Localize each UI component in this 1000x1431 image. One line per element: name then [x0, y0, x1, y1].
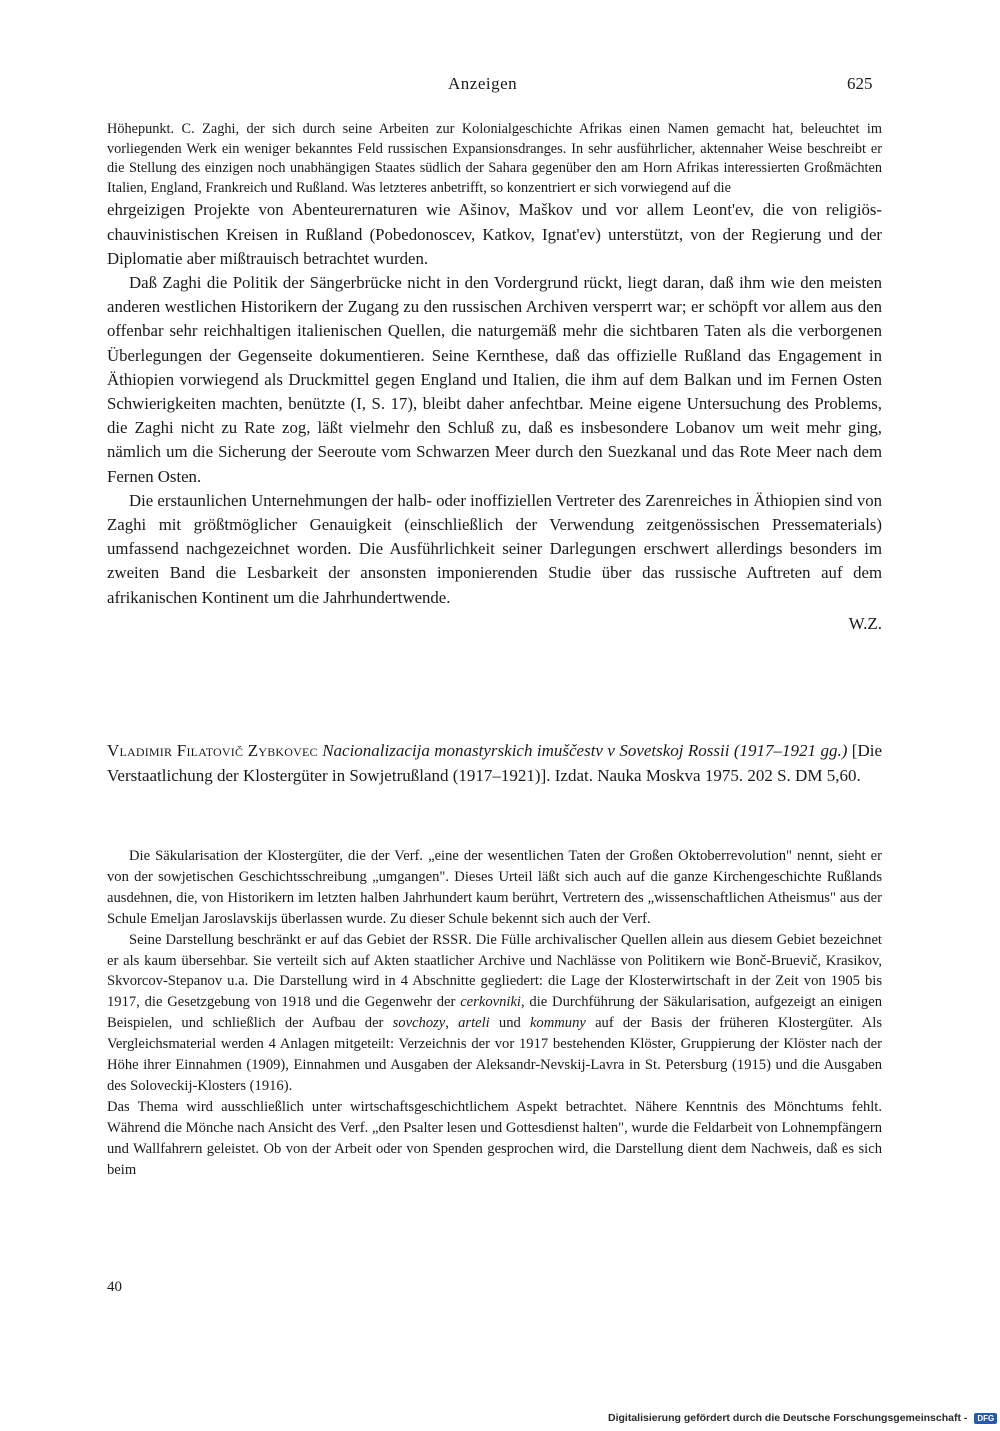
- digitization-footer: [608, 1412, 997, 1424]
- book-publisher: Izdat. Nauka Moskva 1975. 202 S. DM 5,60.: [554, 766, 861, 785]
- term-kommuny: kommuny: [529, 1015, 586, 1032]
- paragraph: Seine Darstellung beschränkt er auf das Gebiet der RSSR. Die Fülle archivalischer Quellen allein aus diesem Gebiet bezeichnet er als kaum übersehbar. Sie verteilt sich auf Akten staatlicher Archive und Nachlässe von Politikern wie Bonč-Bruevič, Krasikov, Skvorcov-Stepanov u.a. Die Darstellung wird in 4 Abschnitte gegliedert: die Lage der Klosterwirtschaft in der Zeit von 1905 bis 1917, die Gesetzgebung von 1918 und die Gegenwehr der cerkovniki, die Durchführung der Säkularisation, aufgezeigt an einigen Beispielen, und schließlich der Aufbau der sovchozy, arteli und kommuny auf der Basis der früheren Klostergüter. Als Vergleichsmaterial werden 4 Anlagen mitgeteilt: Verzeichnis der vor 1917 bestehenden Klöster, Gruppierung der Klöster nach der Höhe ihrer Einnahmen (1909), Einnahmen und Ausgaben der Aleksandr-Nevskij-Lavra in St. Petersburg (1915) und die Ausgaben des Soloveckij-Klosters (1916).: [107, 931, 882, 1094]
- term-sovchozy: sovchozy: [392, 1015, 446, 1032]
- paragraph: [107, 120, 882, 198]
- book-author: Vladimir Filatovič Zybkovec: [107, 741, 318, 760]
- text-run: und: [498, 1015, 521, 1032]
- review-zybkovec: [107, 846, 882, 1181]
- page-number: 625: [847, 74, 873, 93]
- footer-text: Digitalisierung gefördert durch die Deutsche Forschungsgemeinschaft -: [608, 1412, 968, 1424]
- review-zaghi: [107, 120, 882, 634]
- term-cerkovniki: cerkovniki: [460, 994, 521, 1011]
- review-heading: [107, 738, 882, 788]
- running-header: Anzeigen: [448, 74, 518, 93]
- footnote-number: 40: [107, 1279, 122, 1295]
- text-run: , die Durchführung der Säkularisation, aufgezeigt an einigen Beispielen, und schließlich der Aufbau der: [107, 994, 882, 1032]
- paragraph: Daß Zaghi die Politik der Sängerbrücke nicht in den Vordergrund rückt, liegt daran, daß ihm wie den meisten anderen westlichen Historikern der Zugang zu den russischen Archiven versperrt war; er schöpft vor allem aus den offenbar sehr reichhaltigen italienischen Quellen, die naturgemäß mehr die sichtbaren Taten als die verborgenen Überlegungen der Gegenseite dokumentieren. Seine Kernthese, daß das offizielle Rußland das Engagement in Äthiopien vorwiegend als Druckmittel gegen England und Italien, die ihm auf dem Balkan und im Fernen Osten Schwierigkeiten machten, benützte (I, S. 17), bleibt daher anfechtbar. Meine eigene Untersuchung des Problems, die Zaghi nicht zu Rate zog, läßt vielmehr den Schluß zu, daß es insbesondere Lobanov um weit mehr ging, nämlich um die Sicherung der Seeroute vom Schwarzen Meer durch den Suezkanal und das Rote Meer nach dem Fernen Osten.: [107, 272, 882, 486]
- dfg-logo-icon: DFG: [974, 1413, 997, 1424]
- paragraph: Die Säkularisation der Klostergüter, die der Verf. „eine der wesentlichen Taten der Großen Oktoberrevolution" nennt, sieht er von der sowjetischen Geschichtsschreibung „umgangen". Dieses Urteil läßt sich auch auf die ganze Kirchengeschichte Rußlands ausdehnen, die, von Historikern im letzten halben Jahrhundert kaum berührt, Vertretern des „wissenschaftlichen Atheismus" aus der Schule Emeljan Jaroslavskijs überlassen wurde. Zu dieser Schule bekennt sich auch der Verf.: [107, 848, 882, 927]
- book-title-translation: [Die Verstaatlichung der Klostergüter in Sowjetrußland (1917–1921)].: [107, 741, 882, 785]
- reviewer-signature: W.Z.: [848, 613, 882, 633]
- paragraph-text: Höhepunkt. C. Zaghi, der sich durch seine Arbeiten zur Kolonialgeschichte Afrikas einen Namen gemacht hat, beleuchtet im vorliegenden Werk ein weniger bekanntes Feld russischen Expansionsdranges. In sehr ausführlicher, aktennaher Weise beschreibt er die Stellung des einzigen noch unabhängigen Staates südlich der Sahara gegenüber den am Horn Afrikas interessierten Großmächten Italien, England, Frankreich und Rußland. Was letzteres anbetrifft, so konzentriert er sich vorwiegend auf die: [107, 121, 882, 196]
- paragraph: Die erstaunlichen Unternehmungen der halb- oder inoffiziellen Vertreter des Zarenreiches in Äthiopien sind von Zaghi mit größtmöglicher Genauigkeit (einschließlich der Verwendung zeitgenössischen Pressematerials) umfassend nachgezeichnet worden. Die Ausführlichkeit seiner Darlegungen erschwert allerdings besonders im zweiten Band die Lesbarkeit der ansonsten imponierenden Studie über das russische Auftreten auf dem afrikanischen Kontinent um die Jahrhundertwende.: [107, 490, 882, 607]
- book-title: Nacionalizacija monastyrskich imuščestv v Sovetskoj Rossii (1917–1921 gg.): [322, 741, 848, 760]
- text-run: auf der Basis der früheren Klostergüter. Als Vergleichsmaterial werden 4 Anlagen mitgeteilt: Verzeichnis der vor 1917 bestehenden Klöster, Gruppierung der Klöster nach der Höhe ihrer Einnahmen (1909), Einnahmen und Ausgaben der Aleksandr-Nevskij-Lavra in St. Petersburg (1915) und die Ausgaben des Soloveckij-Klosters (1916).: [107, 1015, 882, 1094]
- paragraph-text: ehrgeizigen Projekte von Abenteurernaturen wie Ašinov, Maškov und vor allem Leont'ev, die von religiös-chauvinistischen Kreisen in Rußland (Pobedonoscev, Katkov, Ignat'ev) unterstützt, von der Regierung und der Diplomatie aber mißtrauisch betrachtet wurden.: [107, 200, 882, 268]
- paragraph: Das Thema wird ausschließlich unter wirtschaftsgeschichtlichem Aspekt betrachtet. Nähere Kenntnis des Mönchtums fehlt. Während die Mönche nach Ansicht des Verf. „den Psalter lesen und Gottesdienst halten", wurde die Feldarbeit von Lohnempfängern und Wallfahrern geleistet. Ob von der Arbeit oder von Spenden gesprochen wird, die Darstellung dient dem Nachweis, daß es sich beim: [107, 1098, 882, 1178]
- text-run: Seine Darstellung beschränkt er auf das Gebiet der RSSR. Die Fülle archivalischer Quellen allein aus diesem Gebiet bezeichnet er als kaum übersehbar. Sie verteilt sich auf Akten staatlicher Archive und Nachlässe von Politikern wie Bonč-Bruevič, Krasikov, Skvorcov-Stepanov u.a. Die Darstellung wird in 4 Abschnitte gegliedert: die Lage der Klosterwirtschaft in der Zeit von 1905 bis 1917, die Gesetzgebung von 1918 und die Gegenwehr der: [107, 931, 882, 1011]
- term-arteli: arteli: [458, 1015, 490, 1032]
- paragraph: [107, 198, 882, 271]
